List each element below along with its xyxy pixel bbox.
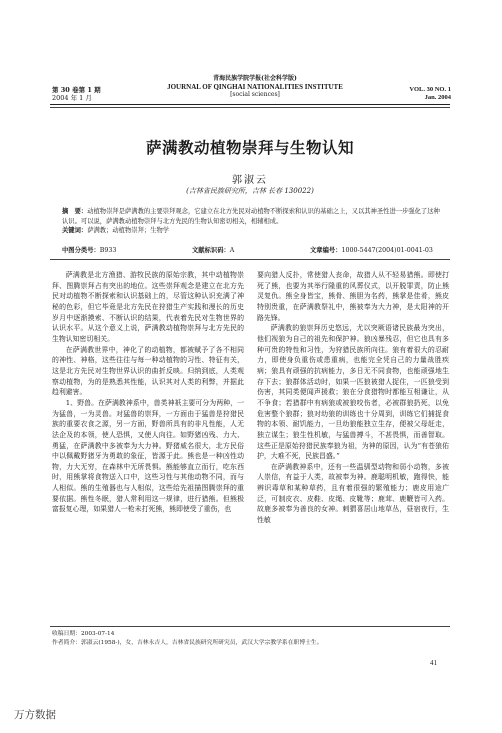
footnote [52, 630, 448, 648]
meta-rule [50, 259, 450, 260]
footnote-rule [50, 626, 450, 627]
abstract-text: 动植物崇拜是萨满教的主要崇拜观念，它建立在北方先民对动植物不断探索和认识的基础之上，又以其神圣性进一步强化了这种认识。可以说，萨满教动植物崇拜与北方先民的生物认知密切相关，相辅相成。 [62, 208, 440, 225]
article-title: 萨满教动植物崇拜与生物认知 [145, 139, 354, 157]
journal-section: [social sciences] [230, 91, 280, 98]
author-bio: 作者简介：郭淑云(1958-)，女，吉林永吉人，吉林省民族研究所研究员，武汉大学宗教学系在职博士生。 [52, 640, 323, 646]
journal-name-cn: 青海民族学院学报(社会科学版) [213, 75, 297, 82]
article-author: 郭淑云 [232, 175, 268, 186]
abstract-label: 摘 要： [62, 208, 88, 215]
received-date: 收稿日期：2003-07-14 [52, 631, 115, 637]
clc-label: 中图分类号： [62, 247, 100, 254]
body-paragraph: 1、野兽。在萨满教神系中，兽类神祇主要可分为两种，一为猛兽，一为灵兽。对猛兽的崇拜，一方面由于猛兽是狩猎民族的重要衣食之源，另一方面，野兽所具有的非凡性能，人无法企及的本领，使人恐惧，又使人向往。如野猪凶残、力大、勇猛，在萨满教中多被奉为大力神。野猪威名很大，北方民俗中以佩戴野猪牙为勇敢的象征，皆源于此。熊也是一种凶性动物，力大无穷，在森林中无所畏惧。熊能够直立而行，吃东西时，用熊掌将食物送入口中，这些习性与其他动物不同，而与人相似。熊的生殖器也与人相似，这些给先祖描图腾崇拜的重要依据。熊性冬眠，猎人常利用这一规律，进行猎熊。但熊极富报复心理，如果猎人一枪未打死熊，熊即使受了重伤，也 [52, 398, 244, 514]
doc-code-label: 文献标识码： [192, 247, 230, 254]
issue-info [52, 86, 101, 102]
page-number: 41 [430, 659, 437, 667]
clc-code: B933 [99, 247, 117, 254]
keywords-label: 关键词： [62, 227, 88, 234]
issue-date: 2004 年 1 月 [52, 94, 92, 102]
body-column-right [257, 270, 449, 526]
body-paragraph: 萨满教的狼崇拜历史悠远，尤以突厥语诸民族最为突出，他们视狼为自己的祖先和保护神。狼凶暴残忍，但它也具有多种可贵的特性和习性，为狩猎民族所向往。狼有着很大的忍耐力，即使身负重伤或患重病，也能完全凭自己的力量战胜疾病；狼具有顽强的抗病能力，多日无不同食物，也能顽强地生存下去；狼群体活动时，如果一匹狼被猎人捉住，一匹狼受到伤害，其同类便闻声援救；狼在分食猎物时都能互相谦让，从不争食；若猎群中有病狼或被狼咬伤者，必被群狼扔死，以免危害整个狼群；狼对幼狼的训练也十分周到，训练它们捕捉食物的本领、耐饥能力，一旦幼狼能独立生存，便被父母赶走，独立谋生；狼生性机敏，与猛兽搏斗，不甚畏惧，而善智取。这些正是原始狩猎民族奉狼为祖，为神的原因，认为“有苍狼佑护，大难不死，民族昌盛。” [257, 324, 449, 461]
header-rule [50, 104, 450, 105]
volume-info [409, 86, 451, 102]
article-no-label: 文章编号： [310, 247, 342, 254]
body-column-left [52, 270, 244, 515]
watermark: 万方数据 [14, 709, 56, 721]
doc-code: A [229, 247, 235, 254]
keywords-text: 萨满教；动植物崇拜；生物学 [87, 227, 170, 234]
classification-line [62, 246, 440, 255]
author-affiliation: (吉林省民族研究所，吉林 长春 130022) [186, 187, 314, 195]
body-paragraph: 要向猎人反扑，常使猎人丧命，故猎人从不轻易猎熊。即使打死了熊，也要为其举行隆重的风葬仪式，以开脱罪责，防止熊灵复仇。熊全身皆宝，熊骨、熊胆为名药，熊掌是佳肴，熊皮特别贵重，在萨满教祭礼中，熊被奉为大力神，是太阳神的开路先锋。 [257, 271, 449, 322]
issue-number: 第 30 卷第 1 期 [52, 86, 101, 94]
journal-name-en: JOURNAL OF QINGHAI NATIONALITIES INSTITUTE [167, 83, 343, 91]
journal-header [160, 75, 350, 99]
header-rule-thin [50, 107, 450, 108]
volume-date: Jan. 2004 [424, 94, 451, 101]
abstract [62, 207, 440, 236]
body-paragraph: 在萨满教世界中，神化了的动植物，都被赋予了各不相同的神性、神格，这些往往与每一种动植物的习性、特征有关，这是北方先民对生物世界认识的曲折反映。归纳到底，人类观察动植物，为的是熟悉其性能，认识其对人类的利弊，并据此趋利避害。 [52, 345, 244, 397]
body-paragraph: 在萨满教神系中，还有一些温驯型动物和弱小动物，多被人崇信，有益于人类，故被奉为神。鹿聪明机敏，跑得快，能辨识毒草和某种草药，且有着很强的繁殖能力；鹿皮用途广泛，可制皮衣、皮鞋、皮绳、皮靴等；鹿茸、鹿鞭皆可入药。故鹿多被奉为善良的女神。刺猬喜居山地草丛，昼宿夜行，生性敏 [257, 462, 449, 525]
body-paragraph: 萨满教是北方渔猎、游牧民族的原始宗教，其中动植物崇拜、图腾崇拜占有突出的地位。这些崇拜观念是建立在北方先民对动植物不断探索和认识基础上的，尽管这种认识充满了神秘的色彩，但它毕竟是北方先民在狩猎生产实践和漫长的历史岁月中逐渐摸索、不断认识的结果，代表着先民对生物世界的认识水平。从这个意义上说，萨满教动植物崇拜与北方先民的生物认知密切相关。 [52, 271, 244, 343]
volume-number: VOL. 30 NO. 1 [409, 86, 451, 93]
article-number: 1000-5447(2004)01-0041-03 [341, 247, 433, 254]
